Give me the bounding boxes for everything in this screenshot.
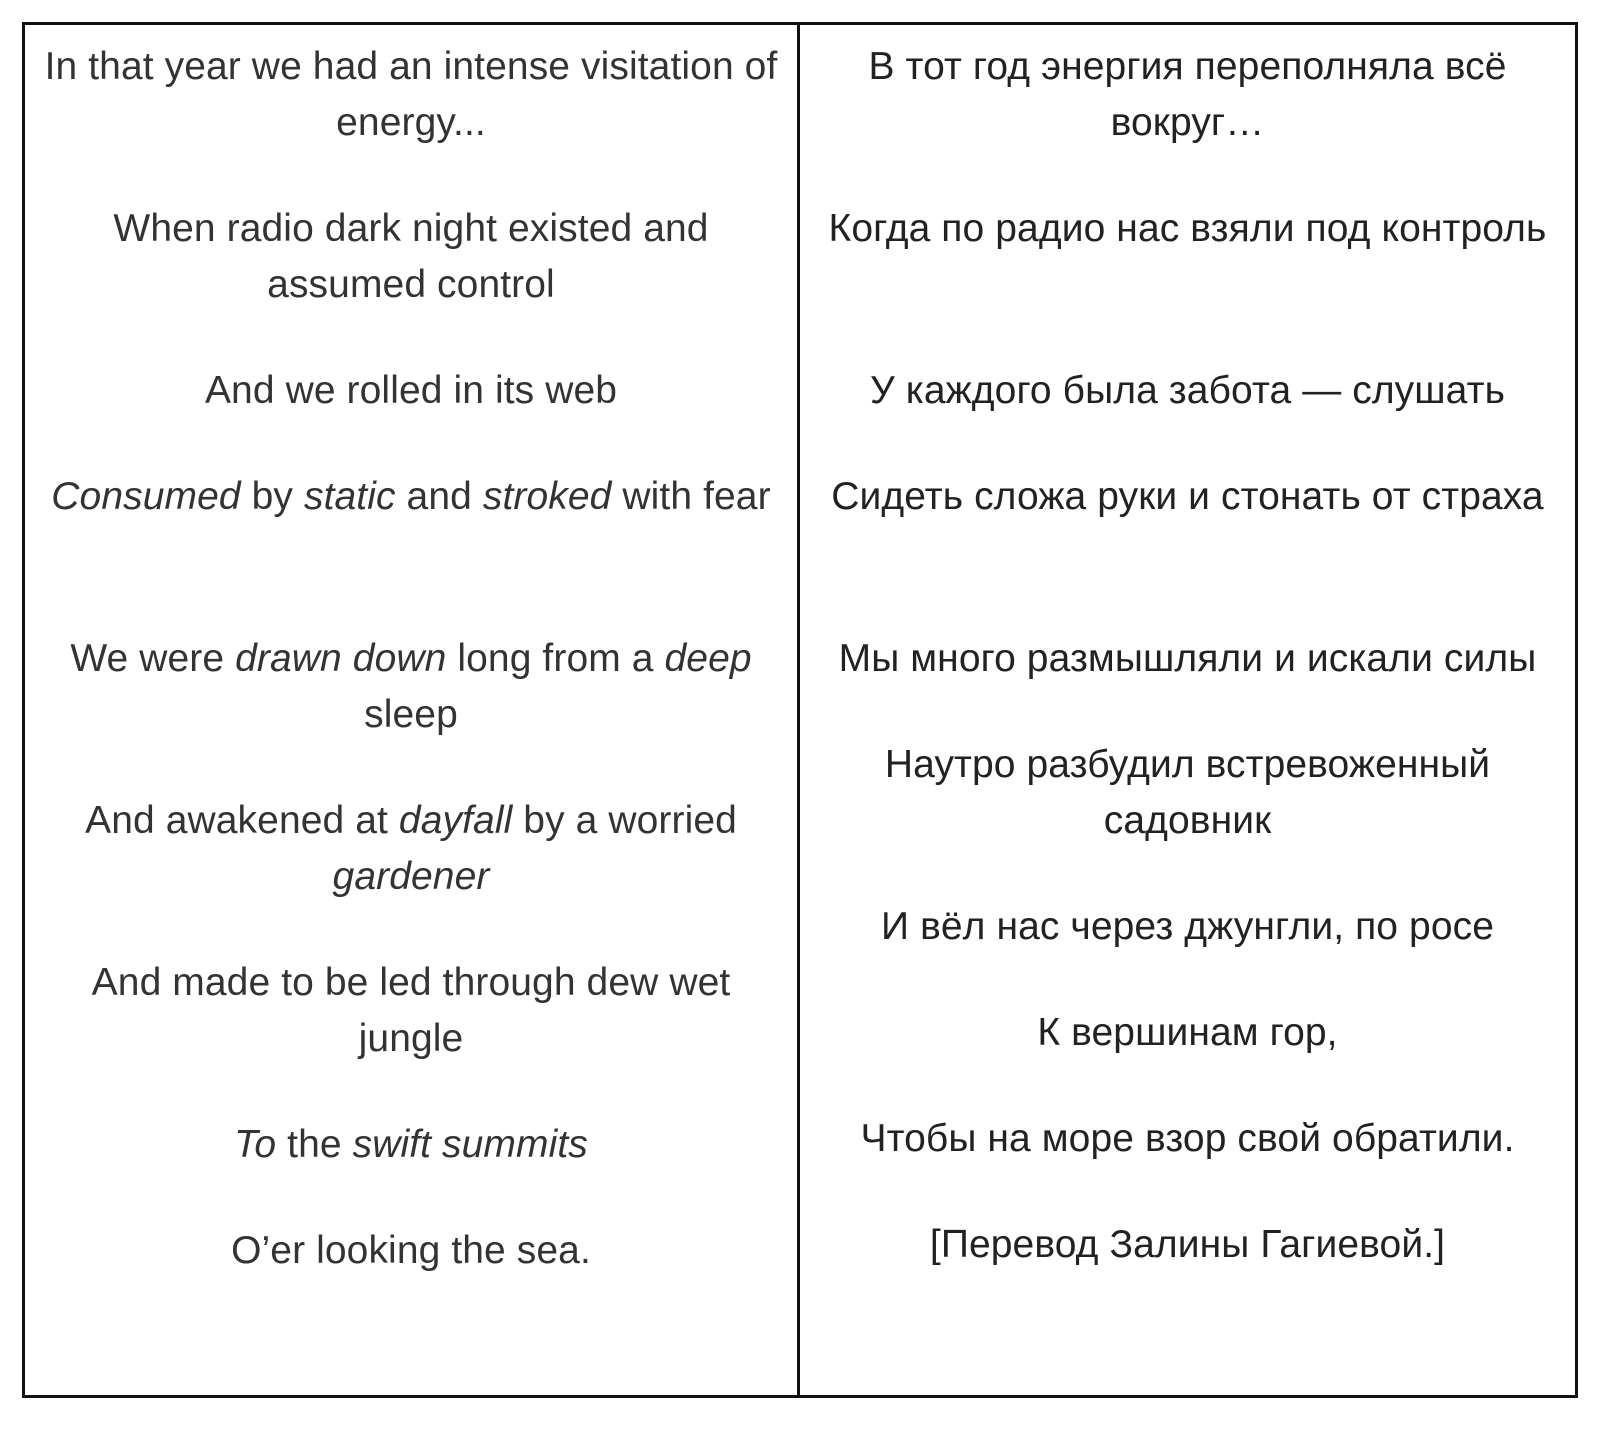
- line-part: O’er looking the sea.: [231, 1229, 591, 1272]
- russian-column: [800, 25, 1575, 1395]
- italic-part: drawn down: [235, 637, 447, 680]
- russian-line: Наутро разбудил встревоженный садовник: [884, 743, 1491, 842]
- italic-part: To: [234, 1123, 277, 1166]
- translator-credit: [Перевод Залины Гагиевой.]: [929, 1223, 1446, 1266]
- line-part: with fear: [611, 475, 771, 518]
- line-part: the: [276, 1123, 353, 1166]
- poem-translation-table: [22, 22, 1578, 1398]
- russian-line: Сидеть сложа руки и стонать от страха: [831, 475, 1544, 518]
- line-part: And we rolled in its web: [204, 369, 618, 412]
- english-line: [39, 363, 783, 419]
- english-column: [25, 25, 800, 1395]
- italic-part: swift summits: [352, 1123, 588, 1166]
- russian-line: К вершинам гор,: [1037, 1011, 1338, 1054]
- line-part: And awakened at: [85, 799, 399, 842]
- russian-line: В тот год энергия переполняла всё вокруг…: [868, 45, 1507, 144]
- line-part: When radio dark night existed and assumed control: [113, 207, 709, 306]
- english-line: [39, 793, 783, 905]
- italic-part: deep: [664, 637, 752, 680]
- line-part: and: [395, 475, 483, 518]
- line-part: And made to be led through dew wet jungle: [91, 961, 731, 1060]
- russian-line: Мы много размышляли и искали силы: [838, 637, 1537, 680]
- line-part: by a worried: [512, 799, 737, 842]
- line-part: long from a: [446, 637, 665, 680]
- russian-line: И вёл нас через джунгли, по росе: [881, 905, 1494, 948]
- italic-part: Consumed: [51, 475, 241, 518]
- russian-line: У каждого была забота — слушать: [870, 369, 1505, 412]
- english-line: [39, 1117, 783, 1173]
- italic-part: static: [303, 475, 396, 518]
- italic-part: gardener: [332, 855, 490, 898]
- line-part: by: [240, 475, 304, 518]
- english-line: [39, 1223, 783, 1279]
- english-line: [39, 631, 783, 743]
- italic-part: stroked: [482, 475, 612, 518]
- english-line: [39, 201, 783, 313]
- russian-line: Чтобы на море взор свой обратили.: [860, 1117, 1515, 1160]
- line-part: We were: [70, 637, 236, 680]
- italic-part: dayfall: [398, 799, 513, 842]
- english-line: [39, 39, 783, 151]
- russian-line: Когда по радио нас взяли под контроль: [828, 207, 1547, 250]
- english-line: [39, 955, 783, 1067]
- english-line: [39, 469, 783, 581]
- line-part: In that year we had an intense visitation of energy...: [44, 45, 778, 144]
- line-part: sleep: [364, 693, 458, 736]
